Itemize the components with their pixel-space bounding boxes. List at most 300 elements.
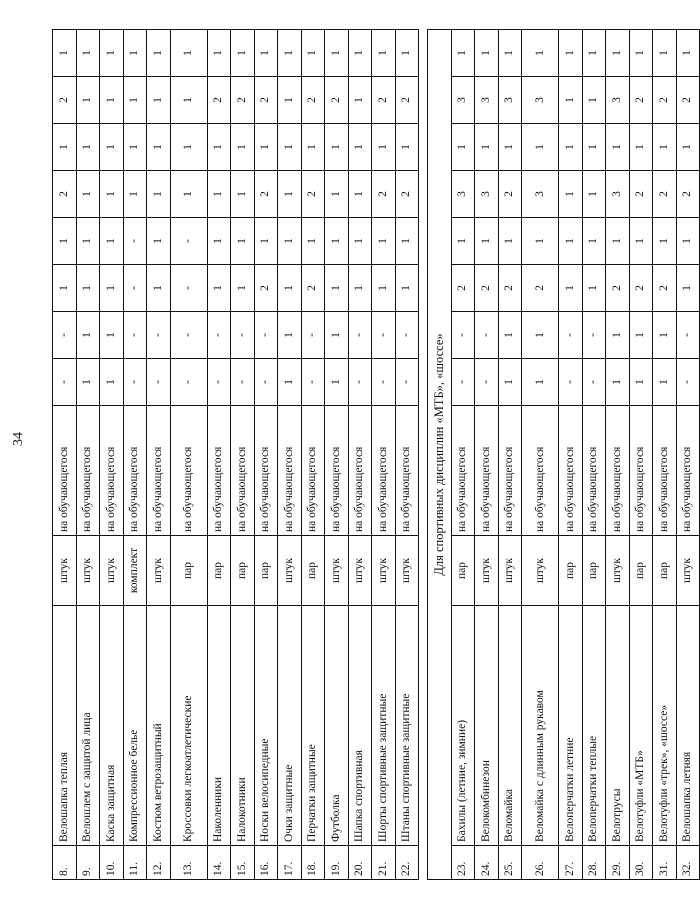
cell-quantity: 2 <box>395 77 419 124</box>
cell-quantity: 2 <box>451 265 475 312</box>
cell-unit: штук <box>278 536 302 606</box>
table-row <box>395 30 419 880</box>
cell-cond: на обучающегося <box>395 406 419 536</box>
cell-quantity: - <box>559 359 583 406</box>
cell-cond: на обучающегося <box>372 406 396 536</box>
cell-name: Веломайка <box>498 606 522 846</box>
cell-quantity: - <box>582 312 606 359</box>
cell-quantity: 1 <box>522 218 559 265</box>
cell-cond: на обучающегося <box>522 406 559 536</box>
cell-unit: штук <box>475 536 499 606</box>
cell-quantity: 1 <box>254 218 278 265</box>
cell-quantity: 1 <box>498 124 522 171</box>
cell-quantity: 1 <box>522 312 559 359</box>
table-body-general <box>53 30 419 880</box>
cell-name: Налокотники <box>231 606 255 846</box>
cell-unit: пар <box>559 536 583 606</box>
table-row <box>372 30 396 880</box>
cell-quantity: - <box>231 359 255 406</box>
cell-quantity: 2 <box>395 171 419 218</box>
cell-cond: на обучающегося <box>451 406 475 536</box>
cell-name: Велотрусы <box>606 606 630 846</box>
cell-quantity: 1 <box>231 171 255 218</box>
cell-unit: пар <box>231 536 255 606</box>
cell-quantity: 1 <box>147 30 171 77</box>
cell-cond: на обучающегося <box>231 406 255 536</box>
cell-quantity: - <box>170 312 207 359</box>
cell-name: Очки защитные <box>278 606 302 846</box>
cell-quantity: 1 <box>522 30 559 77</box>
cell-quantity: 1 <box>278 359 302 406</box>
cell-num: 17. <box>278 846 302 880</box>
cell-quantity: 2 <box>254 77 278 124</box>
equipment-table <box>52 29 700 880</box>
cell-quantity: 1 <box>231 265 255 312</box>
cell-quantity: - <box>348 312 372 359</box>
cell-unit: пар <box>254 536 278 606</box>
cell-quantity: 1 <box>629 359 653 406</box>
cell-num: 32. <box>676 846 700 880</box>
cell-quantity: - <box>475 359 499 406</box>
cell-name: Перчатки защитные <box>301 606 325 846</box>
cell-quantity: 1 <box>100 359 124 406</box>
cell-quantity: 1 <box>395 30 419 77</box>
cell-quantity: 1 <box>653 312 677 359</box>
cell-quantity: 2 <box>301 171 325 218</box>
cell-quantity: 1 <box>53 218 77 265</box>
section-title: Для спортивных дисциплин «МТБ», «шоссе» <box>428 30 452 880</box>
cell-quantity: 1 <box>629 218 653 265</box>
cell-quantity: 1 <box>100 218 124 265</box>
cell-quantity: - <box>475 312 499 359</box>
cell-quantity: 1 <box>301 218 325 265</box>
cell-cond: на обучающегося <box>475 406 499 536</box>
cell-quantity: 1 <box>395 124 419 171</box>
table-row <box>629 30 653 880</box>
table-row <box>325 30 349 880</box>
cell-name: Наколенники <box>207 606 231 846</box>
cell-num: 16. <box>254 846 278 880</box>
cell-unit: штук <box>53 536 77 606</box>
cell-quantity: - <box>53 312 77 359</box>
cell-quantity: 1 <box>53 265 77 312</box>
cell-quantity: 2 <box>254 265 278 312</box>
cell-quantity: 1 <box>582 77 606 124</box>
cell-quantity: 3 <box>498 77 522 124</box>
cell-quantity: 1 <box>278 171 302 218</box>
cell-unit: штук <box>100 536 124 606</box>
cell-quantity: - <box>372 359 396 406</box>
cell-quantity: 2 <box>653 171 677 218</box>
cell-name: Футболка <box>325 606 349 846</box>
cell-quantity: 1 <box>498 218 522 265</box>
cell-quantity: - <box>170 359 207 406</box>
table-row <box>254 30 278 880</box>
cell-quantity: 1 <box>325 124 349 171</box>
cell-quantity: 1 <box>76 359 100 406</box>
cell-name: Шапка спортивная <box>348 606 372 846</box>
cell-quantity: 1 <box>100 124 124 171</box>
table-row <box>53 30 77 880</box>
cell-quantity: 1 <box>348 30 372 77</box>
cell-quantity: 1 <box>348 218 372 265</box>
cell-num: 9. <box>76 846 100 880</box>
cell-num: 31. <box>653 846 677 880</box>
cell-quantity: 1 <box>170 77 207 124</box>
cell-quantity: 1 <box>582 30 606 77</box>
cell-num: 14. <box>207 846 231 880</box>
cell-quantity: 1 <box>278 30 302 77</box>
cell-quantity: 1 <box>522 124 559 171</box>
cell-quantity: - <box>123 265 147 312</box>
cell-name: Велокомбинезон <box>475 606 499 846</box>
cell-num: 25. <box>498 846 522 880</box>
cell-quantity: 1 <box>207 30 231 77</box>
cell-name: Шорты спортивные защитные <box>372 606 396 846</box>
cell-quantity: - <box>559 312 583 359</box>
cell-quantity: 2 <box>676 77 700 124</box>
cell-quantity: 1 <box>53 124 77 171</box>
cell-quantity: 3 <box>522 77 559 124</box>
cell-quantity: 1 <box>123 171 147 218</box>
cell-quantity: 1 <box>653 30 677 77</box>
cell-quantity: 1 <box>100 30 124 77</box>
cell-quantity: 1 <box>170 30 207 77</box>
cell-num: 27. <box>559 846 583 880</box>
cell-quantity: 1 <box>147 171 171 218</box>
cell-unit: штук <box>147 536 171 606</box>
cell-quantity: - <box>451 312 475 359</box>
cell-quantity: 1 <box>559 218 583 265</box>
cell-quantity: 1 <box>53 30 77 77</box>
table-row <box>123 30 147 880</box>
cell-quantity: 1 <box>278 312 302 359</box>
cell-quantity: 1 <box>301 30 325 77</box>
cell-quantity: 2 <box>629 77 653 124</box>
cell-cond: на обучающегося <box>498 406 522 536</box>
cell-num: 12. <box>147 846 171 880</box>
table-row <box>76 30 100 880</box>
cell-quantity: 1 <box>76 124 100 171</box>
cell-quantity: 2 <box>475 265 499 312</box>
cell-quantity: 1 <box>76 312 100 359</box>
cell-quantity: 1 <box>278 218 302 265</box>
cell-quantity: 1 <box>76 171 100 218</box>
cell-quantity: 1 <box>559 77 583 124</box>
cell-unit: пар <box>629 536 653 606</box>
cell-quantity: 1 <box>348 77 372 124</box>
cell-quantity: 1 <box>207 265 231 312</box>
cell-quantity: 1 <box>231 30 255 77</box>
cell-num: 23. <box>451 846 475 880</box>
cell-quantity: 1 <box>147 77 171 124</box>
cell-quantity: 1 <box>498 312 522 359</box>
cell-quantity: 1 <box>372 30 396 77</box>
cell-cond: на обучающегося <box>629 406 653 536</box>
cell-quantity: 2 <box>629 265 653 312</box>
cell-unit: пар <box>451 536 475 606</box>
rotated-table-page <box>52 30 694 880</box>
cell-quantity: 1 <box>100 265 124 312</box>
table-row <box>147 30 171 880</box>
cell-quantity: 1 <box>348 124 372 171</box>
cell-quantity: 1 <box>254 30 278 77</box>
cell-quantity: 1 <box>76 218 100 265</box>
table-row <box>653 30 677 880</box>
cell-quantity: 2 <box>372 171 396 218</box>
cell-num: 18. <box>301 846 325 880</box>
cell-cond: на обучающегося <box>254 406 278 536</box>
table-row <box>559 30 583 880</box>
cell-unit: пар <box>170 536 207 606</box>
cell-quantity: 1 <box>606 124 630 171</box>
cell-name: Каска защитная <box>100 606 124 846</box>
cell-quantity: 1 <box>451 218 475 265</box>
cell-quantity: 1 <box>606 30 630 77</box>
cell-quantity: 1 <box>629 312 653 359</box>
cell-quantity: 1 <box>207 171 231 218</box>
cell-cond: на обучающегося <box>76 406 100 536</box>
cell-quantity: 1 <box>325 30 349 77</box>
cell-quantity: 1 <box>582 265 606 312</box>
cell-cond: на обучающегося <box>53 406 77 536</box>
cell-name: Велотуфли «МТБ» <box>629 606 653 846</box>
cell-quantity: 1 <box>348 171 372 218</box>
cell-cond: на обучающегося <box>559 406 583 536</box>
table-row <box>231 30 255 880</box>
cell-quantity: 1 <box>301 124 325 171</box>
cell-quantity: 2 <box>498 265 522 312</box>
cell-name: Велоперчатки теплые <box>582 606 606 846</box>
cell-unit: штук <box>498 536 522 606</box>
cell-quantity: 1 <box>676 124 700 171</box>
cell-quantity: 1 <box>100 77 124 124</box>
cell-unit: штук <box>325 536 349 606</box>
table-separator <box>419 30 428 880</box>
cell-quantity: - <box>207 359 231 406</box>
cell-quantity: 1 <box>606 218 630 265</box>
page-number: 34 <box>11 432 26 446</box>
cell-unit: штук <box>372 536 396 606</box>
cell-quantity: 1 <box>278 77 302 124</box>
cell-quantity: 2 <box>498 171 522 218</box>
cell-quantity: - <box>123 312 147 359</box>
cell-name: Костюм ветрозащитный <box>147 606 171 846</box>
table-row <box>207 30 231 880</box>
cell-quantity: 1 <box>325 312 349 359</box>
cell-unit: пар <box>207 536 231 606</box>
cell-quantity: 2 <box>231 77 255 124</box>
cell-quantity: 1 <box>231 218 255 265</box>
cell-cond: на обучающегося <box>606 406 630 536</box>
cell-quantity: - <box>301 312 325 359</box>
cell-quantity: 1 <box>325 359 349 406</box>
cell-name: Велошлем с защитой лица <box>76 606 100 846</box>
cell-quantity: - <box>123 359 147 406</box>
cell-unit: пар <box>582 536 606 606</box>
cell-quantity: 1 <box>676 30 700 77</box>
cell-quantity: 1 <box>559 30 583 77</box>
cell-quantity: 2 <box>676 171 700 218</box>
cell-num: 13. <box>170 846 207 880</box>
cell-quantity: - <box>53 359 77 406</box>
cell-quantity: 1 <box>653 124 677 171</box>
cell-quantity: 2 <box>606 265 630 312</box>
cell-quantity: 1 <box>451 124 475 171</box>
cell-quantity: 2 <box>53 77 77 124</box>
cell-quantity: 1 <box>254 124 278 171</box>
cell-quantity: - <box>372 312 396 359</box>
cell-cond: на обучающегося <box>170 406 207 536</box>
cell-quantity: 2 <box>653 265 677 312</box>
cell-name: Веломайка с длинным рукавом <box>522 606 559 846</box>
table-row <box>522 30 559 880</box>
cell-unit: штук <box>395 536 419 606</box>
cell-quantity: 1 <box>170 171 207 218</box>
cell-quantity: 1 <box>559 265 583 312</box>
cell-quantity: 1 <box>325 171 349 218</box>
cell-unit: штук <box>522 536 559 606</box>
table-row <box>301 30 325 880</box>
cell-num: 20. <box>348 846 372 880</box>
cell-quantity: 1 <box>498 30 522 77</box>
table-row <box>676 30 700 880</box>
cell-quantity: 1 <box>522 359 559 406</box>
table-body-mtb-road <box>451 30 700 880</box>
cell-quantity: 1 <box>325 218 349 265</box>
cell-name: Бахилы (летние, зимние) <box>451 606 475 846</box>
cell-cond: на обучающегося <box>207 406 231 536</box>
cell-quantity: 1 <box>278 265 302 312</box>
cell-quantity: - <box>451 359 475 406</box>
cell-quantity: 1 <box>147 265 171 312</box>
table-row <box>348 30 372 880</box>
cell-quantity: 1 <box>147 218 171 265</box>
table-row <box>451 30 475 880</box>
cell-name: Штаны спортивные защитные <box>395 606 419 846</box>
cell-quantity: 1 <box>170 124 207 171</box>
table-row <box>606 30 630 880</box>
cell-quantity: 2 <box>653 77 677 124</box>
cell-cond: на обучающегося <box>325 406 349 536</box>
cell-quantity: - <box>170 265 207 312</box>
cell-cond: на обучающегося <box>147 406 171 536</box>
cell-cond: на обучающегося <box>301 406 325 536</box>
cell-num: 19. <box>325 846 349 880</box>
cell-quantity: 1 <box>76 265 100 312</box>
table-row <box>278 30 302 880</box>
cell-unit: штук <box>76 536 100 606</box>
cell-quantity: - <box>170 218 207 265</box>
cell-quantity: 3 <box>451 171 475 218</box>
cell-quantity: 2 <box>207 77 231 124</box>
cell-quantity: 1 <box>629 30 653 77</box>
cell-quantity: - <box>254 312 278 359</box>
cell-unit: пар <box>653 536 677 606</box>
table-body-section <box>428 30 452 880</box>
cell-quantity: 1 <box>653 359 677 406</box>
cell-quantity: 3 <box>522 171 559 218</box>
cell-quantity: 1 <box>278 124 302 171</box>
cell-quantity: 1 <box>475 124 499 171</box>
cell-quantity: 1 <box>559 171 583 218</box>
cell-quantity: - <box>301 359 325 406</box>
cell-quantity: 1 <box>372 218 396 265</box>
cell-cond: на обучающегося <box>348 406 372 536</box>
cell-quantity: 1 <box>231 124 255 171</box>
cell-quantity: 1 <box>653 218 677 265</box>
cell-quantity: 1 <box>582 218 606 265</box>
table-row <box>100 30 124 880</box>
cell-quantity: 1 <box>451 30 475 77</box>
cell-quantity: - <box>676 312 700 359</box>
cell-num: 11. <box>123 846 147 880</box>
cell-quantity: - <box>582 359 606 406</box>
cell-num: 22. <box>395 846 419 880</box>
cell-quantity: - <box>348 359 372 406</box>
cell-quantity: 3 <box>451 77 475 124</box>
cell-quantity: 1 <box>123 30 147 77</box>
cell-num: 15. <box>231 846 255 880</box>
cell-quantity: 1 <box>147 124 171 171</box>
cell-name: Компрессионное белье <box>123 606 147 846</box>
cell-quantity: 2 <box>254 171 278 218</box>
cell-quantity: 1 <box>676 265 700 312</box>
cell-quantity: 1 <box>76 30 100 77</box>
table-row <box>498 30 522 880</box>
cell-cond: на обучающегося <box>123 406 147 536</box>
table-row <box>475 30 499 880</box>
cell-quantity: 1 <box>475 218 499 265</box>
cell-num: 10. <box>100 846 124 880</box>
cell-quantity: 1 <box>100 312 124 359</box>
cell-quantity: 3 <box>606 77 630 124</box>
cell-quantity: 1 <box>372 124 396 171</box>
cell-quantity: - <box>254 359 278 406</box>
cell-quantity: - <box>147 359 171 406</box>
cell-quantity: - <box>123 218 147 265</box>
cell-quantity: 1 <box>676 218 700 265</box>
cell-name: Кроссовки легкоатлетические <box>170 606 207 846</box>
cell-quantity: 1 <box>582 171 606 218</box>
cell-num: 28. <box>582 846 606 880</box>
cell-quantity: 3 <box>475 77 499 124</box>
cell-quantity: 1 <box>348 265 372 312</box>
cell-quantity: - <box>147 312 171 359</box>
cell-quantity: 1 <box>582 124 606 171</box>
cell-quantity: 2 <box>325 77 349 124</box>
cell-quantity: - <box>207 312 231 359</box>
cell-cond: на обучающегося <box>100 406 124 536</box>
cell-quantity: 2 <box>301 77 325 124</box>
cell-unit: штук <box>348 536 372 606</box>
cell-quantity: 1 <box>629 124 653 171</box>
cell-unit: пар <box>301 536 325 606</box>
cell-name: Носки велосипедные <box>254 606 278 846</box>
cell-quantity: 1 <box>475 30 499 77</box>
cell-quantity: 1 <box>372 265 396 312</box>
cell-cond: на обучающегося <box>653 406 677 536</box>
cell-cond: на обучающегося <box>582 406 606 536</box>
cell-quantity: 3 <box>475 171 499 218</box>
cell-quantity: 1 <box>123 124 147 171</box>
cell-quantity: 1 <box>207 124 231 171</box>
cell-name: Велотуфли «трек», «шоссе» <box>653 606 677 846</box>
cell-num: 21. <box>372 846 396 880</box>
cell-quantity: 1 <box>606 359 630 406</box>
table-row <box>170 30 207 880</box>
cell-name: Велоперчатки летние <box>559 606 583 846</box>
